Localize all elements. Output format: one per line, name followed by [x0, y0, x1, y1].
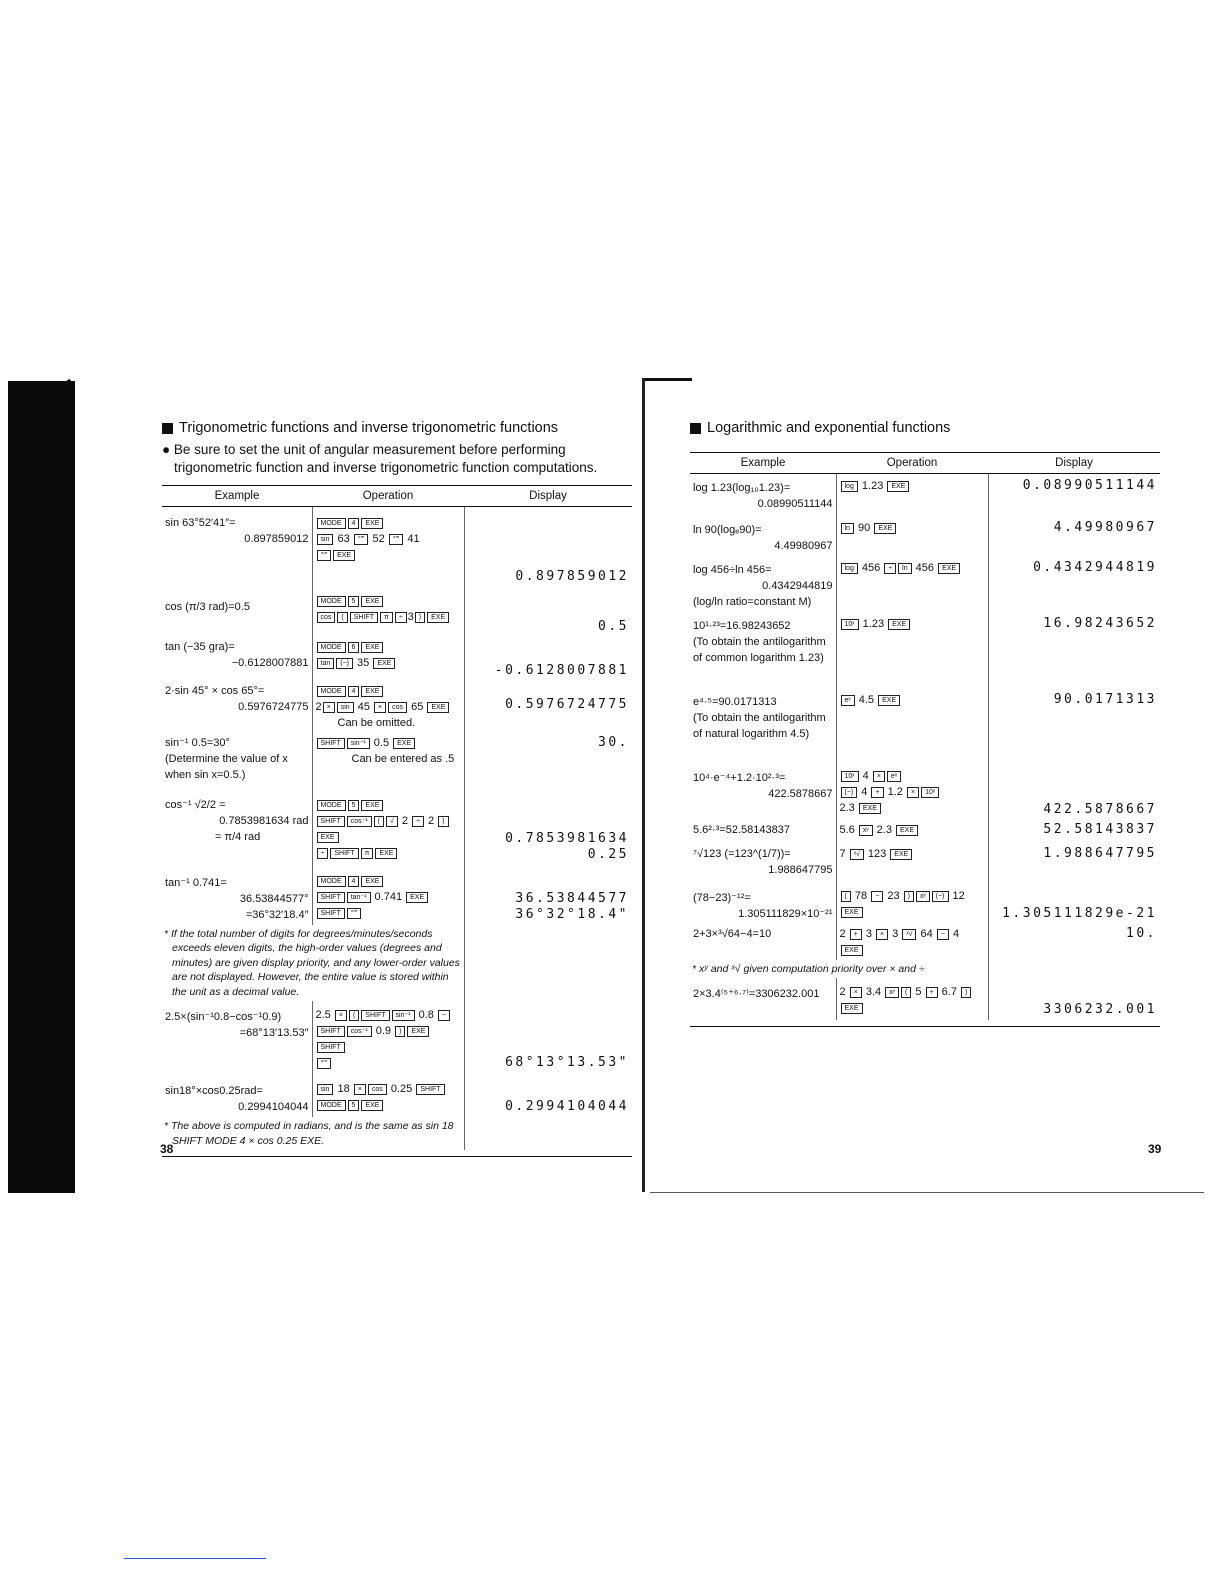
display-value: 0.08990511144	[1022, 478, 1157, 493]
display-value: 90.0171313	[1053, 691, 1157, 707]
operation-keys: 2 × 3.4 xʸ ( 5 + 6.7 ) EXE	[836, 978, 988, 1020]
table-row	[162, 637, 632, 681]
col-header-example: Example	[162, 486, 312, 507]
example-result: 0.08990511144	[757, 498, 833, 510]
example-expression: 10⁴·e⁻⁴+1.2·10²·³=	[693, 771, 786, 784]
operation-keys: SHIFT sin⁻¹ 0.5 EXE Can be entered as .5	[312, 733, 464, 787]
square-bullet-icon	[690, 423, 701, 434]
table-row	[690, 762, 1160, 820]
col-header-display: Display	[988, 453, 1160, 474]
example-explanation: (To obtain the antilogarithm of natural logarithm 4.5)	[693, 711, 826, 740]
table-row	[690, 884, 1160, 924]
display-value-alt: 36°32°18.4"	[515, 906, 629, 922]
page-gutter-line	[642, 378, 645, 1192]
operation-keys: eˣ 4.5 EXE	[836, 686, 988, 762]
link-underline	[124, 1558, 266, 1559]
radians-footnote: * The above is computed in radians, and is the same as sin 18 SHIFT MODE 4 × cos 0.25 EXE.	[162, 1117, 464, 1150]
display-value: 10.	[1126, 925, 1157, 941]
display-value: 0.897859012	[515, 568, 629, 584]
example-expression: 2·sin 45° × cos 65°=	[165, 684, 265, 697]
square-bullet-icon	[162, 423, 173, 434]
display-value: 16.98243652	[1043, 615, 1157, 631]
table-row	[690, 924, 1160, 960]
table-row	[162, 733, 632, 787]
example-result-alt: = π/4 rad	[215, 830, 261, 843]
example-expression: 5.6²·³=52.58143837	[690, 820, 836, 844]
display-value: -0.6128007881	[494, 662, 629, 678]
col-header-example: Example	[690, 453, 836, 474]
table-row	[690, 960, 1160, 979]
example-result: 0.5976724775	[238, 700, 309, 713]
operation-keys: 5.6 xʸ 2.3 EXE	[836, 820, 988, 844]
display-value: 0.5976724775	[505, 696, 629, 712]
example-expression: log 456÷ln 456=	[693, 563, 772, 576]
table-row	[690, 686, 1160, 762]
example-result: 1.988647795	[768, 863, 833, 876]
operation-keys: MODE 4 EXE SHIFT tan⁻¹ 0.741 EXE SHIFT °′″	[312, 865, 464, 925]
operation-keys: 7 ˣ√ 123 EXE	[836, 844, 988, 884]
table-row	[162, 681, 632, 733]
example-expression: cos⁻¹ √2/2 =	[165, 798, 226, 811]
operation-keys: 2.5 × ( SHIFT sin⁻¹ 0.8 − SHIFT cos⁻¹ 0.9 ) EXESHIFT °′″	[312, 1001, 464, 1073]
display-value-alt: 0.25	[587, 846, 629, 862]
display-value: 3306232.001	[1043, 1002, 1157, 1017]
operation-keys: 10ˣ 4 × eˣ (−) 4 + 1.2 × 10ˣ 2.3 EXE	[836, 762, 988, 820]
table-row	[162, 925, 632, 1002]
page-number-right: 39	[1148, 1142, 1162, 1156]
table-row	[162, 865, 632, 925]
example-expression: sin⁻¹ 0.5=30°	[165, 736, 230, 749]
table-row	[690, 516, 1160, 556]
example-expression: sin18°×cos0.25rad=	[165, 1085, 263, 1097]
display-value: 36.53844577	[515, 890, 629, 906]
page-number-left: 38	[160, 1142, 174, 1156]
trig-table	[162, 485, 632, 1157]
example-expression: e⁴·⁵=90.0171313	[693, 695, 777, 708]
operation-keys: MODE 6 EXE tan (−) 35 EXE	[312, 637, 464, 681]
page-corner-mark	[642, 378, 692, 381]
table-row	[162, 507, 632, 587]
example-expression: 2.5×(sin⁻¹0.8−cos⁻¹0.9)	[165, 1011, 282, 1023]
example-expression: sin 63°52′41″=	[165, 517, 236, 529]
example-explanation: (To obtain the antilogarithm of common logarithm 1.23)	[693, 635, 826, 664]
table-row	[162, 787, 632, 865]
operation-keys: MODE 4 EXE 2 × sin 45 × cos 65 EXE Can be omitted.	[312, 681, 464, 733]
display-value: 0.5	[598, 618, 629, 634]
example-result-alt: =36°32′18.4″	[245, 908, 309, 921]
example-result: 0.7853981634 rad	[219, 814, 309, 827]
example-result: =68°13′13.53″	[239, 1027, 309, 1039]
example-expression: (78−23)⁻¹²=	[693, 891, 751, 904]
example-expression: tan⁻¹ 0.741=	[165, 876, 227, 889]
example-expression: tan (−35 gra)=	[165, 640, 235, 653]
example-explanation: (Determine the value of x when sin x=0.5.)	[165, 752, 288, 781]
display-value: 1.305111829e-21	[1002, 905, 1157, 921]
operation-keys: ( 78 − 23 ) xʸ (−) 12 EXE	[836, 884, 988, 924]
example-result: 4.49980967	[774, 539, 833, 552]
left-page	[162, 420, 632, 1157]
example-expression: ⁷√123 (=123^(1/7))=	[693, 847, 791, 860]
operation-note: Can be entered as .5	[351, 752, 455, 765]
col-header-operation: Operation	[312, 486, 464, 507]
log-table	[690, 452, 1160, 1027]
table-row	[162, 1117, 632, 1150]
col-header-operation: Operation	[836, 453, 988, 474]
operation-keys: sin 18 × cos 0.25 SHIFT MODE 5 EXE	[312, 1073, 464, 1117]
example-expression: log 1.23(log₁₀1.23)=	[693, 482, 791, 494]
operation-keys: MODE 4 EXE sin 63 °′″ 52 °′″ 41 °′″ EXE	[312, 507, 464, 587]
operation-keys: log 1.23 EXE	[836, 474, 988, 516]
example-result: 36.53844577°	[239, 892, 309, 905]
col-header-display: Display	[464, 486, 632, 507]
table-row	[690, 474, 1160, 516]
display-value: 0.2994104044	[505, 1099, 629, 1114]
binding-spine	[8, 381, 75, 1193]
display-value: 52.58143837	[1043, 821, 1157, 837]
table-row	[162, 1001, 632, 1073]
example-result: 422.5878667	[768, 787, 833, 800]
operation-keys: log 456 ÷ ln 456 EXE	[836, 556, 988, 612]
example-expression: 2×3.4⁽⁵⁺⁶·⁷⁾=3306232.001	[693, 988, 820, 1000]
example-result: 0.2994104044	[238, 1101, 309, 1113]
digits-footnote: * If the total number of digits for degrees/minutes/seconds exceeds eleven digits, the high-order values (degrees and minutes) are given display priority, and any lower-order values are not displayed. However, the entire value is stored within the unit as a decimal value.	[162, 925, 464, 1002]
priority-footnote: * xʸ and ˣ√ given computation priority over × and ÷	[690, 960, 988, 979]
display-value: 422.5878667	[1043, 801, 1157, 817]
operation-keys: MODE 5 EXE SHIFT cos⁻¹ ( √ 2 ÷ 2 ) EXE ÷ SHIFT π EXE	[312, 787, 464, 865]
example-result: 1.305111829×10⁻²¹	[738, 907, 833, 920]
example-expression: 2+3×³√64−4=10	[690, 924, 836, 960]
table-row	[690, 556, 1160, 612]
table-row	[690, 612, 1160, 686]
right-section-title: Logarithmic and exponential functions	[690, 420, 1160, 436]
operation-keys: ln 90 EXE	[836, 516, 988, 556]
operation-note: Can be omitted.	[337, 716, 416, 729]
example-result: 0.4342944819	[762, 579, 833, 592]
operation-keys: 2 + 3 × 3 ˣ√ 64 − 4 EXE	[836, 924, 988, 960]
display-value: 0.4342944819	[1033, 559, 1157, 575]
display-value: 0.7853981634	[505, 830, 629, 846]
display-value: 30.	[598, 734, 629, 750]
example-result: −0.6128007881	[231, 656, 309, 669]
table-row	[162, 1073, 632, 1117]
display-value: 68°13°13.53"	[505, 1055, 629, 1070]
right-page	[690, 420, 1160, 1027]
angular-unit-instruction: ● Be sure to set the unit of angular measurement before performing trigonometric function and inverse trigonometric function computations.	[162, 442, 598, 475]
example-expression: 10¹·²³=16.98243652	[693, 619, 791, 632]
display-value: 1.988647795	[1043, 845, 1157, 861]
table-row	[690, 820, 1160, 844]
left-section-title: Trigonometric functions and inverse trigonometric functions	[162, 420, 632, 436]
table-row	[690, 844, 1160, 884]
operation-keys: MODE 5 EXE cos ( SHIFT π ÷ 3 ) EXE	[312, 587, 464, 637]
table-row	[162, 587, 632, 637]
page-bottom-edge	[650, 1192, 1204, 1193]
table-row	[690, 978, 1160, 1020]
display-value: 4.49980967	[1053, 519, 1157, 535]
example-explanation: (log/ln ratio=constant M)	[693, 595, 812, 608]
example-expression: ln 90(logₑ90)=	[693, 523, 762, 536]
example-result: 0.897859012	[244, 533, 309, 545]
example-expression: cos (π/3 rad)=0.5	[165, 600, 250, 613]
operation-keys: 10ˣ 1.23 EXE	[836, 612, 988, 686]
